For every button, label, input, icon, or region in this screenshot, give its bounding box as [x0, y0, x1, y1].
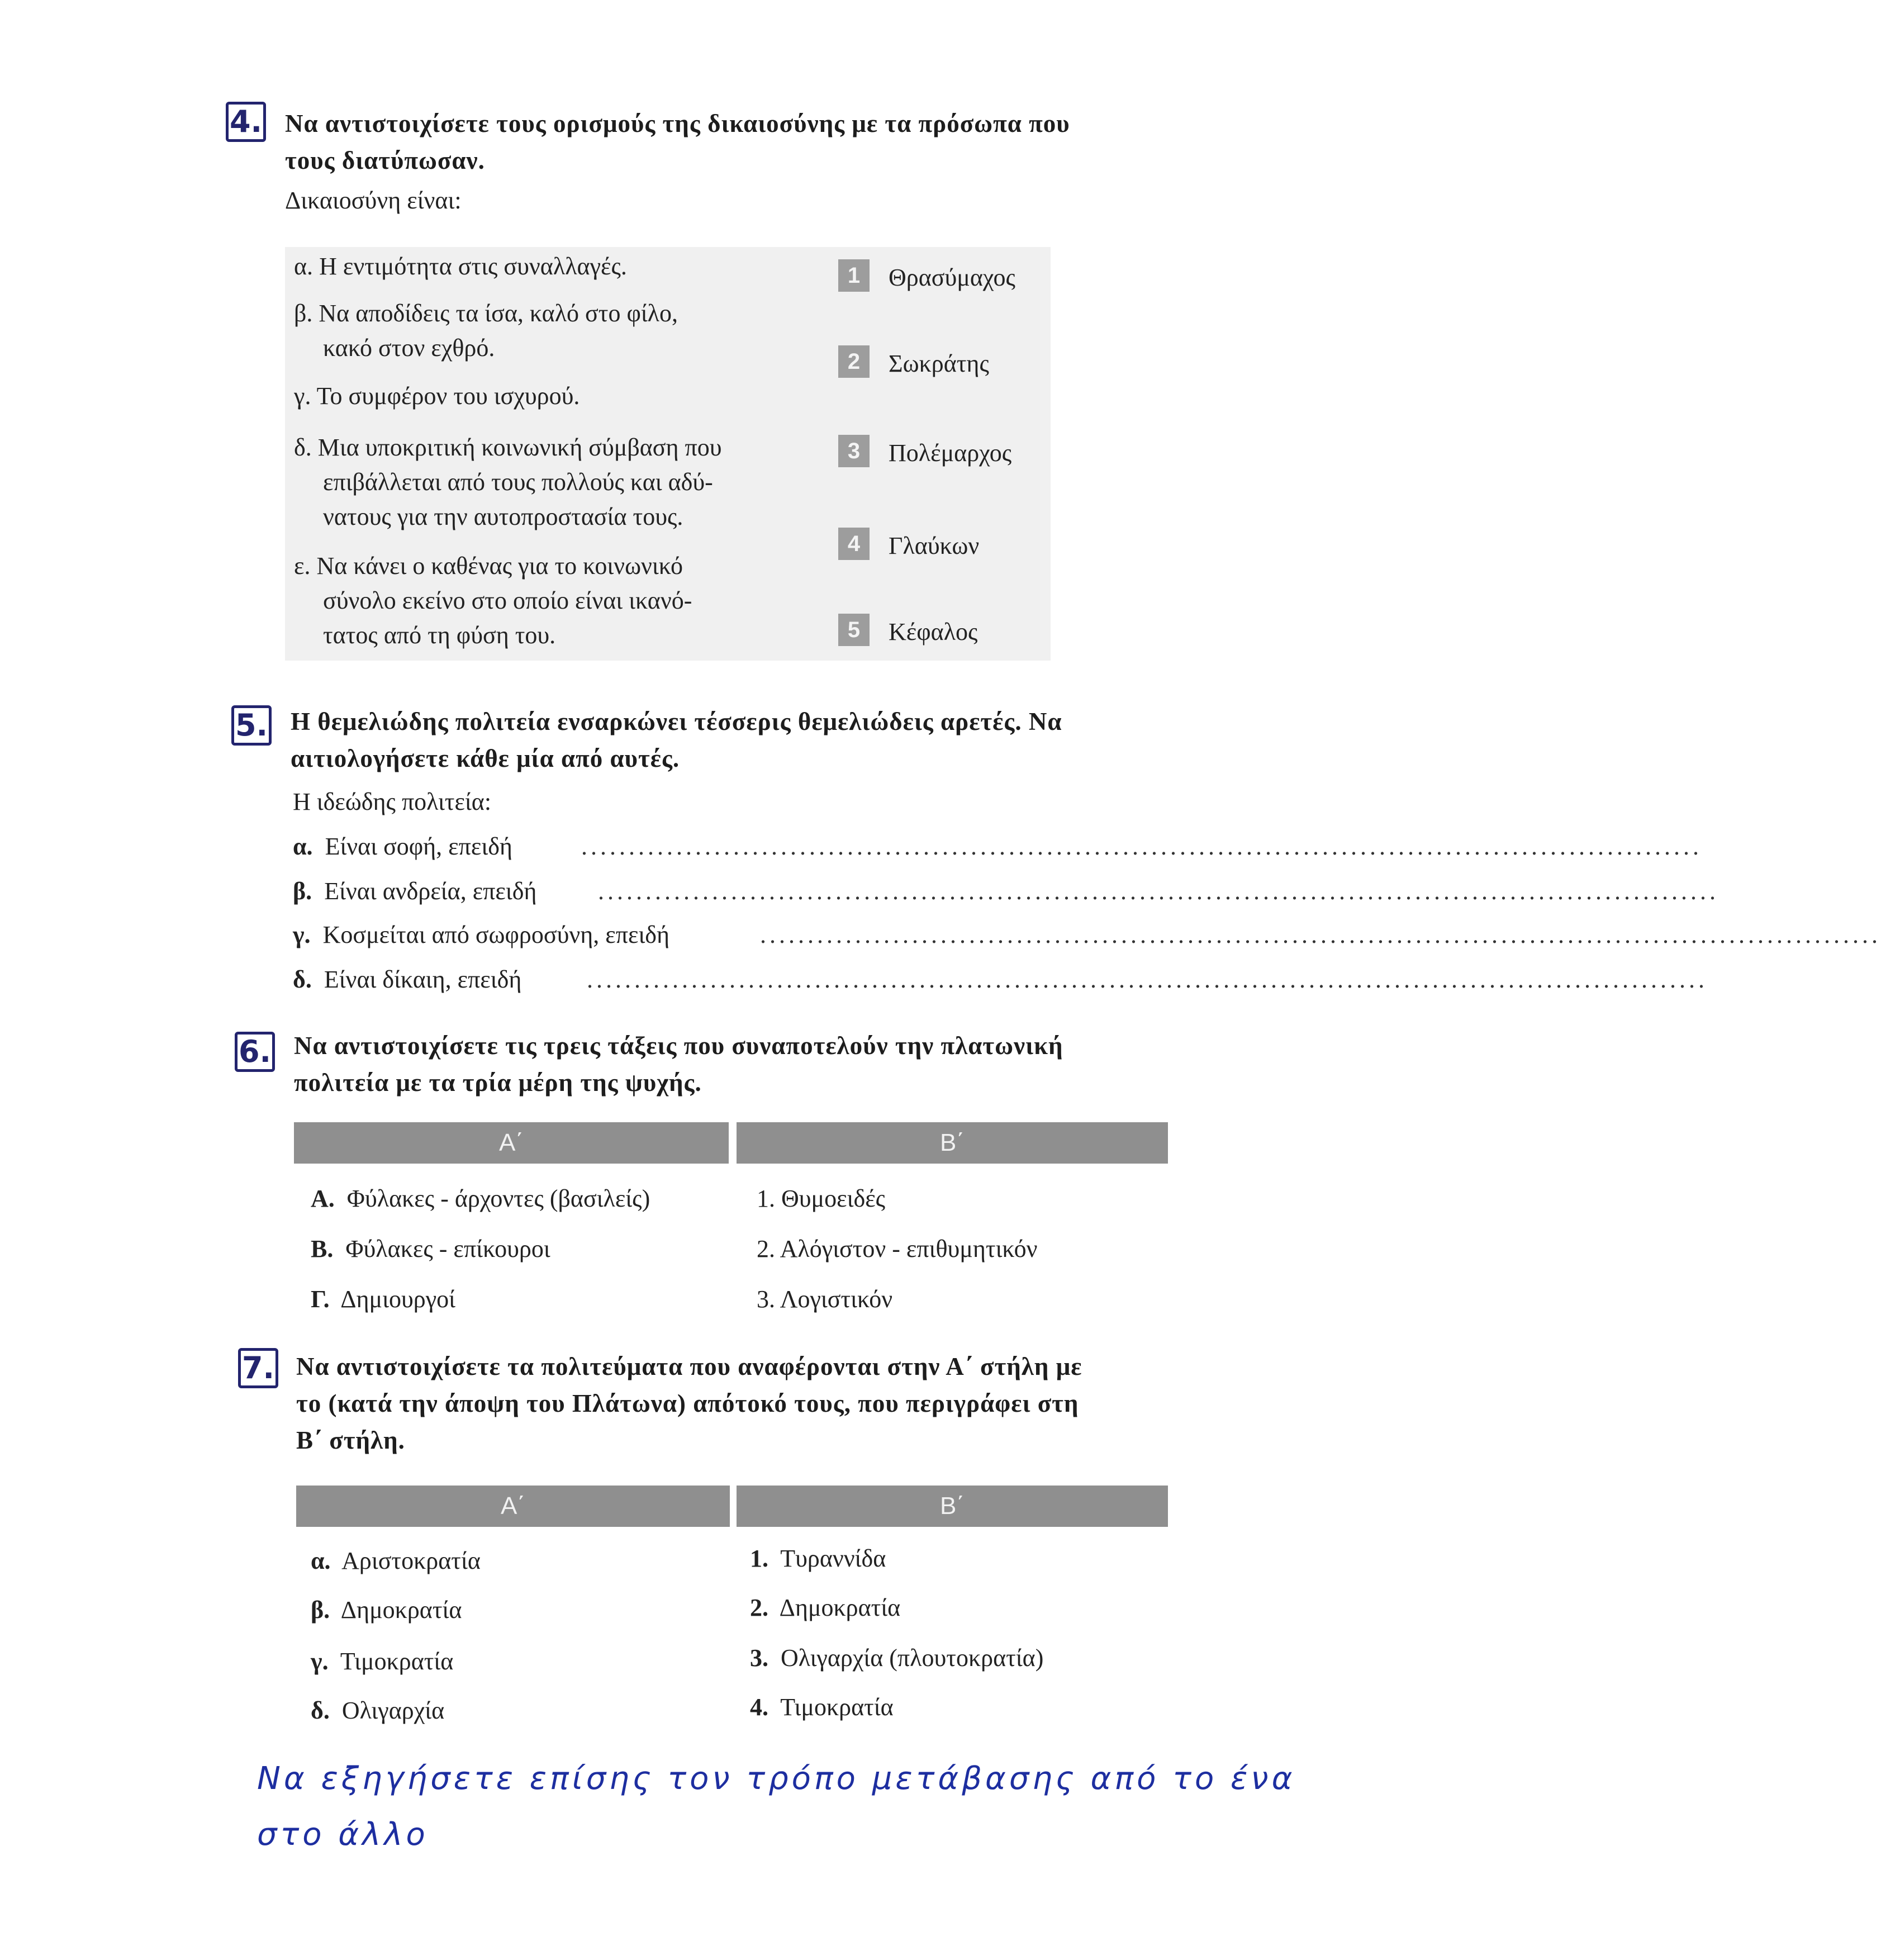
question-7-title-line-1: Να αντιστοιχίσετε τα πολιτεύματα που αναφέρονται στην Α΄ στήλη με: [296, 1352, 1082, 1380]
person-number-badge: 5: [838, 614, 870, 646]
item-text: Κοσμείται από σωφροσύνη, επειδή: [322, 921, 670, 948]
definition-letter: α.: [294, 253, 314, 280]
item-letter: Α.: [311, 1185, 335, 1212]
item-letter: δ.: [293, 966, 312, 993]
soul-part-2: [757, 1232, 1038, 1266]
item-letter: γ.: [311, 1648, 329, 1675]
question-5-title-line-2: αιτιολογήσετε κάθε μία από αυτές.: [291, 744, 680, 772]
item-number: 1.: [750, 1545, 768, 1572]
person-number-badge: 2: [838, 345, 870, 378]
offspring-item-1: [750, 1541, 886, 1576]
item-number: 2.: [757, 1235, 775, 1263]
definition-e: [294, 549, 692, 653]
virtue-item-c: [293, 918, 669, 952]
definition-line: τατος από τη φύση του.: [323, 621, 556, 649]
answer-dotted-line[interactable]: ......................................................................................................................: [598, 877, 1719, 905]
virtue-item-b: [293, 874, 536, 909]
item-text: Φύλακες - άρχοντες (βασιλείς): [346, 1185, 650, 1212]
person-name: Κέφαλος: [889, 618, 978, 646]
item-number: 4.: [750, 1693, 768, 1721]
question-4-title-line-1: Να αντιστοιχίσετε τους ορισμούς της δικαιοσύνης με τα πρόσωπα που: [285, 110, 1070, 137]
definition-line: Να αποδίδεις τα ίσα, καλό στο φίλο,: [319, 300, 678, 327]
question-7-title: [296, 1348, 1082, 1459]
soul-part-1: [757, 1181, 885, 1216]
question-5-title: [291, 703, 1062, 777]
question-5-title-line-1: Η θεμελιώδης πολιτεία ενσαρκώνει τέσσερις θεμελιώδεις αρετές. Να: [291, 708, 1062, 735]
item-text: Τυραννίδα: [780, 1545, 886, 1572]
handwritten-note-line-1: Να εξηγήσετε επίσης τον τρόπο μετάβασης από το ένα: [257, 1760, 1296, 1797]
item-text: Είναι ανδρεία, επειδή: [324, 877, 537, 905]
person-name: Πολέμαρχος: [889, 439, 1012, 467]
virtue-item-a: [293, 829, 512, 864]
regime-item-d: [311, 1693, 444, 1728]
person-name: Σωκράτης: [889, 350, 989, 377]
item-number: 3.: [750, 1644, 768, 1672]
column-header-a: Α΄: [296, 1486, 730, 1527]
regime-item-a: [311, 1544, 481, 1578]
question-6-title: [294, 1027, 1063, 1101]
person-number-badge: 4: [838, 528, 870, 560]
definition-a: [294, 249, 627, 284]
item-text: Δημοκρατία: [340, 1596, 462, 1624]
column-header-b: Β΄: [737, 1122, 1168, 1164]
answer-dotted-line[interactable]: ......................................................................................................................: [581, 833, 1702, 860]
item-letter: α.: [293, 833, 313, 860]
item-text: Είναι σοφή, επειδή: [325, 833, 512, 860]
definition-c: [294, 379, 580, 414]
question-7-title-line-2: το (κατά την άποψη του Πλάτωνα) απότοκό τους, που περιγράφει στη: [296, 1389, 1079, 1417]
item-text: Λογιστικόν: [780, 1285, 893, 1313]
question-6-title-line-1: Να αντιστοιχίσετε τις τρεις τάξεις που συναποτελούν την πλατωνική: [294, 1032, 1063, 1060]
question-7-title-line-3: Β΄ στήλη.: [296, 1426, 405, 1454]
definition-letter: β.: [294, 300, 313, 327]
question-number-6: 6.: [235, 1032, 275, 1072]
definition-letter: δ.: [294, 434, 312, 461]
item-letter: Γ.: [311, 1285, 330, 1313]
definition-line: Να κάνει ο καθένας για το κοινωνικό: [316, 552, 683, 580]
question-4-lead: Δικαιοσύνη είναι:: [285, 187, 462, 214]
item-text: Αλόγιστον - επιθυμητικόν: [780, 1235, 1038, 1263]
offspring-item-2: [750, 1591, 900, 1625]
item-text: Φύλακες - επίκουροι: [345, 1235, 550, 1263]
item-letter: Β.: [311, 1235, 334, 1263]
item-letter: β.: [293, 877, 312, 905]
definition-d: [294, 430, 722, 534]
definition-line: κακό στον εχθρό.: [323, 334, 495, 362]
class-item-c: [311, 1282, 455, 1317]
item-letter: β.: [311, 1596, 330, 1624]
item-letter: γ.: [293, 921, 311, 948]
column-header-a: Α΄: [294, 1122, 729, 1164]
definition-line: σύνολο εκείνο στο οποίο είναι ικανό-: [323, 587, 692, 614]
handwritten-note-line-2: στο άλλο: [257, 1816, 429, 1853]
class-item-a: [311, 1181, 650, 1216]
item-letter: α.: [311, 1547, 331, 1574]
question-4-title: [285, 105, 1070, 179]
question-4-title-line-2: τους διατύπωσαν.: [285, 146, 485, 174]
person-number-badge: 3: [838, 435, 870, 467]
definition-line: Το συμφέρον του ισχυρού.: [316, 382, 580, 410]
person-name: Γλαύκων: [889, 532, 980, 559]
definition-b: [294, 296, 678, 366]
question-number-5: 5.: [231, 705, 272, 746]
item-text: Ολιγαρχία (πλουτοκρατία): [781, 1644, 1044, 1672]
column-header-b: Β΄: [737, 1486, 1168, 1527]
regime-item-b: [311, 1593, 462, 1627]
definition-letter: γ.: [294, 382, 311, 410]
definition-line: Μια υποκριτική κοινωνική σύμβαση που: [317, 434, 722, 461]
item-text: Θυμοειδές: [781, 1185, 886, 1212]
item-text: Τιμοκρατία: [780, 1693, 894, 1721]
item-text: Δημοκρατία: [779, 1594, 901, 1621]
item-number: 3.: [757, 1285, 775, 1313]
offspring-item-3: [750, 1641, 1043, 1676]
item-letter: δ.: [311, 1697, 330, 1724]
item-text: Αριστοκρατία: [341, 1547, 481, 1574]
definition-line: νατους για την αυτοπροστασία τους.: [323, 503, 683, 530]
question-6-title-line-2: πολιτεία με τα τρία μέρη της ψυχής.: [294, 1069, 702, 1097]
definition-line: Η εντιμότητα στις συναλλαγές.: [319, 253, 627, 280]
answer-dotted-line[interactable]: ......................................................................................................................: [760, 921, 1881, 948]
answer-dotted-line[interactable]: ......................................................................................................................: [587, 966, 1708, 993]
offspring-item-4: [750, 1690, 894, 1725]
question-number-4: 4.: [226, 102, 266, 142]
question-5-lead: Η ιδεώδης πολιτεία:: [293, 788, 492, 815]
item-number: 2.: [750, 1594, 768, 1621]
item-text: Είναι δίκαιη, επειδή: [324, 966, 522, 993]
definition-letter: ε.: [294, 552, 311, 580]
person-number-badge: 1: [838, 259, 870, 292]
question-number-7: 7.: [238, 1348, 278, 1388]
person-name: Θρασύμαχος: [889, 264, 1015, 291]
class-item-b: [311, 1232, 550, 1266]
definition-line: επιβάλλεται από τους πολλούς και αδύ-: [323, 468, 713, 496]
item-text: Δημιουργοί: [340, 1285, 456, 1313]
soul-part-3: [757, 1282, 892, 1317]
regime-item-c: [311, 1644, 453, 1679]
virtue-item-d: [293, 962, 521, 997]
item-text: Ολιγαρχία: [341, 1697, 445, 1724]
item-text: Τιμοκρατία: [340, 1648, 454, 1675]
item-number: 1.: [757, 1185, 775, 1212]
